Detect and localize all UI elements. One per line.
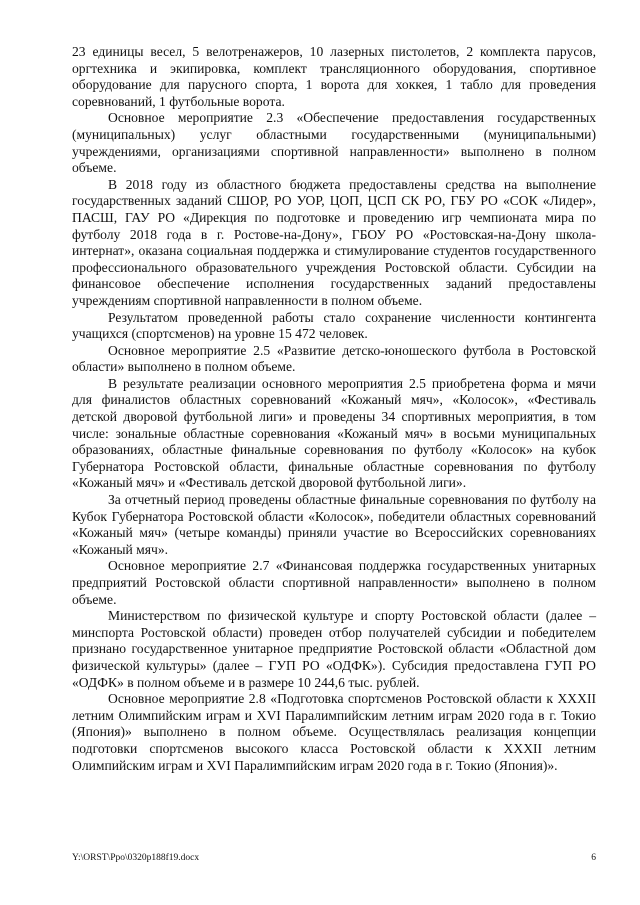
page-number: 6 bbox=[591, 853, 596, 863]
file-path: Y:\ORST\Ppo\0320p188f19.docx bbox=[72, 853, 200, 863]
paragraph: Основное мероприятие 2.3 «Обеспечение предоставления государственных (муниципальных) услуг областными государственными (муниципальными) учреждениями, организациями спортивной направленности» выполнено в полном объеме. bbox=[72, 110, 596, 176]
paragraph: В 2018 году из областного бюджета предоставлены средства на выполнение государственных заданий СШОР, РО УОР, ЦОП, ЦСП СК РО, ГБУ РО «СОК «Лидер», ПАСШ, ГАУ РО «Дирекция по подготовке и проведению игр чемпионата мира по футболу 2018 года в г. Ростове-на-Дону», ГБОУ РО «Ростовская-на-Дону школа-интернат», оказана социальная поддержка и стимулирование студентов государственного профессионального образовательного учреждения Ростовской области. Субсидии на финансовое обеспечение исполнения государственных заданий предоставлены учреждениям спортивной направленности в полном объеме. bbox=[72, 176, 596, 308]
page-footer bbox=[72, 853, 596, 863]
paragraph: Основное мероприятие 2.5 «Развитие детско-юношеского футбола в Ростовской области» выполнено в полном объеме. bbox=[72, 342, 596, 375]
paragraph: Основное мероприятие 2.7 «Финансовая поддержка государственных унитарных предприятий Ростовской области спортивной направленности» выполнено в полном объеме. bbox=[72, 558, 596, 607]
paragraph: Основное мероприятие 2.8 «Подготовка спортсменов Ростовской области к XXXII летним Олимпийским играм и XVI Паралимпийским летним играм 2020 года в г. Токио (Япония)» выполнено в полном объеме. Осуществлялась реализация концепции подготовки спортсменов высокого класса Ростовской области к XXXII летним Олимпийским играм и XVI Паралимпийским играм 2020 года в г. Токио (Япония)». bbox=[72, 691, 596, 773]
paragraph: В результате реализации основного мероприятия 2.5 приобретена форма и мячи для финалистов областных соревнований «Кожаный мяч», «Колосок», «Фестиваль детской дворовой футбольной лиги» и проведены 34 спортивных мероприятия, в том числе: зональные областные соревнования «Кожаный мяч» в восьми муниципальных образованиях, областные финальные соревнования по футболу «Колосок» на кубок Губернатора Ростовской области, финальные областные соревнования по футболу «Кожаный мяч» и «Фестиваль детской дворовой футбольной лиги». bbox=[72, 375, 596, 491]
paragraph: 23 единицы весел, 5 велотренажеров, 10 лазерных пистолетов, 2 комплекта парусов, оргтехника и экипировка, комплект трансляционного оборудования, спортивное оборудование для парусного спорта, 1 ворота для хоккея, 1 табло для проведения соревнований, 1 футбольные ворота. bbox=[72, 44, 596, 109]
paragraph: За отчетный период проведены областные финальные соревнования по футболу на Кубок Губернатора Ростовской области «Колосок», победители областных соревнований «Кожаный мяч» (четыре команды) приняли участие во Всероссийских соревнованиях «Кожаный мяч». bbox=[72, 492, 596, 557]
paragraph: Министерством по физической культуре и спорту Ростовской области (далее – минспорта Ростовской области) проведен отбор получателей субсидии и победителем признано государственное унитарное предприятие Ростовской области «Областной дом физической культуры» (далее – ГУП РО «ОДФК»). Субсидия предоставлена ГУП РО «ОДФК» в полном объеме и в размере 10 244,6 тыс. рублей. bbox=[72, 608, 596, 690]
paragraph: Результатом проведенной работы стало сохранение численности контингента учащихся (спортсменов) на уровне 15 472 человек. bbox=[72, 309, 596, 342]
document-body bbox=[72, 44, 596, 774]
